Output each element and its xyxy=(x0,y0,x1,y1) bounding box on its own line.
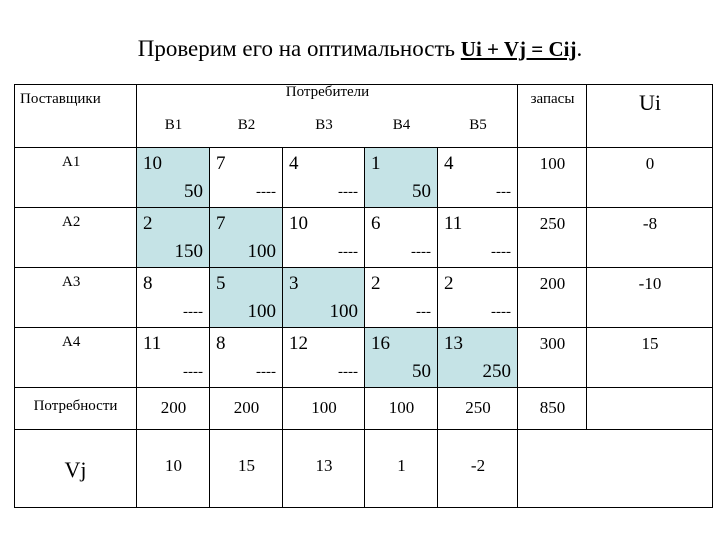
allocation-cell xyxy=(365,328,438,388)
stock-cell xyxy=(518,328,587,388)
demand-cell xyxy=(283,388,365,430)
cell-cost: 10 xyxy=(143,153,162,174)
consumer-header-b1 xyxy=(137,115,210,148)
allocation-cell xyxy=(210,208,283,268)
ui-cell xyxy=(587,268,713,328)
cell-amount: 50 xyxy=(184,181,203,202)
header-consumers xyxy=(137,84,518,115)
allocation-cell xyxy=(283,328,365,388)
cell-cost: 1 xyxy=(371,153,381,174)
allocation-cell xyxy=(365,148,438,208)
cell-cost: 2 xyxy=(371,273,381,294)
consumer-label: B1 xyxy=(164,116,183,133)
cell-amount: 50 xyxy=(412,181,431,202)
allocation-cell xyxy=(210,328,283,388)
header-ui-label: Ui xyxy=(639,90,661,115)
demand-cell xyxy=(438,388,518,430)
cell-cost: 2 xyxy=(143,213,153,234)
header-suppliers-label: Поставщики xyxy=(20,91,101,107)
supplier-label: A1 xyxy=(62,154,81,170)
ui-cell xyxy=(587,328,713,388)
cell-amount: 100 xyxy=(329,301,358,322)
cell-cost: 3 xyxy=(289,273,299,294)
consumer-label: B5 xyxy=(469,116,487,133)
cell-cost: 4 xyxy=(289,153,299,174)
consumer-header-b3 xyxy=(283,115,365,148)
header-stock xyxy=(518,84,587,148)
title-equation: Ui + Vj = Cij xyxy=(460,37,577,61)
stock-cell xyxy=(518,208,587,268)
total-cell xyxy=(518,388,587,430)
cell-cost: 2 xyxy=(444,273,454,294)
stock-value: 100 xyxy=(539,154,566,173)
cell-cost: 11 xyxy=(444,213,463,234)
vj-value: 15 xyxy=(238,456,255,475)
supplier-a3 xyxy=(14,268,137,328)
cell-amount: ---- xyxy=(256,184,276,200)
supplier-label: A3 xyxy=(62,274,81,290)
cell-amount: ---- xyxy=(183,304,203,320)
cell-amount: ---- xyxy=(338,244,358,260)
ui-value: 15 xyxy=(641,334,659,353)
consumer-label: B3 xyxy=(315,116,333,133)
supplier-label: A4 xyxy=(62,334,81,350)
demand-cell xyxy=(365,388,438,430)
cell-cost: 16 xyxy=(371,333,390,354)
demand-value: 100 xyxy=(311,398,337,417)
title-text: Проверим его на оптимальность xyxy=(137,36,461,61)
demand-label: Потребности xyxy=(33,398,118,414)
allocation-cell xyxy=(210,268,283,328)
header-ui xyxy=(587,84,713,148)
supplier-label: A2 xyxy=(62,214,81,230)
cell-amount: 250 xyxy=(482,361,511,382)
cell-amount: ---- xyxy=(491,244,511,260)
ui-value: 0 xyxy=(645,154,655,173)
cell-amount: ---- xyxy=(183,364,203,380)
consumer-header-b2 xyxy=(210,115,283,148)
title-period: . xyxy=(576,36,583,61)
cell-cost: 7 xyxy=(216,213,226,234)
supplier-a2 xyxy=(14,208,137,268)
cell-amount: ---- xyxy=(491,304,511,320)
demand-label-cell xyxy=(14,388,137,430)
cell-amount: 100 xyxy=(247,241,276,262)
cell-cost: 5 xyxy=(216,273,226,294)
vj-value: 13 xyxy=(315,456,333,475)
allocation-cell xyxy=(283,208,365,268)
cell-amount: --- xyxy=(416,304,431,320)
demand-cell xyxy=(137,388,210,430)
vj-value: 1 xyxy=(397,456,406,475)
allocation-cell xyxy=(137,148,210,208)
vj-label-cell xyxy=(14,430,137,508)
vj-cell xyxy=(365,430,438,508)
vj-cell xyxy=(210,430,283,508)
cell-cost: 13 xyxy=(444,333,463,354)
vj-value: 10 xyxy=(165,456,182,475)
consumer-label: B2 xyxy=(237,116,256,133)
consumer-label: B4 xyxy=(392,116,411,133)
stock-value: 300 xyxy=(539,334,566,353)
header-stock-label: запасы xyxy=(530,91,575,107)
empty-cell xyxy=(587,388,713,430)
allocation-cell xyxy=(365,208,438,268)
cell-amount: 50 xyxy=(412,361,431,382)
consumer-header-b5 xyxy=(438,115,518,148)
cell-amount: ---- xyxy=(338,184,358,200)
allocation-cell xyxy=(137,268,210,328)
demand-value: 250 xyxy=(465,398,491,417)
allocation-cell xyxy=(137,208,210,268)
cell-cost: 8 xyxy=(143,273,153,294)
demand-value: 200 xyxy=(233,398,260,417)
header-consumers-label: Потребители xyxy=(285,83,370,100)
cell-cost: 8 xyxy=(216,333,226,354)
cell-cost: 6 xyxy=(371,213,381,234)
consumer-header-b4 xyxy=(365,115,438,148)
ui-value: -8 xyxy=(642,214,658,233)
cell-cost: 11 xyxy=(143,333,162,354)
ui-value: -10 xyxy=(638,274,662,293)
vj-cell xyxy=(137,430,210,508)
header-suppliers xyxy=(14,84,137,148)
stock-value: 200 xyxy=(539,274,566,293)
cell-cost: 7 xyxy=(216,153,226,174)
allocation-cell xyxy=(438,328,518,388)
stock-value: 250 xyxy=(539,214,566,233)
vj-cell xyxy=(438,430,518,508)
demand-value: 200 xyxy=(160,398,187,417)
cell-amount: --- xyxy=(496,184,511,200)
cell-amount: ---- xyxy=(411,244,431,260)
allocation-cell xyxy=(283,268,365,328)
vj-cell xyxy=(283,430,365,508)
cell-amount: 150 xyxy=(174,241,203,262)
empty-cell xyxy=(518,430,713,508)
vj-value: -2 xyxy=(470,456,486,475)
cell-amount: 100 xyxy=(247,301,276,322)
allocation-cell xyxy=(283,148,365,208)
total-value: 850 xyxy=(539,398,566,417)
cell-amount: ---- xyxy=(256,364,276,380)
cell-cost: 12 xyxy=(289,333,308,354)
vj-label: Vj xyxy=(64,457,87,482)
supplier-a1 xyxy=(14,148,137,208)
demand-value: 100 xyxy=(388,398,415,417)
allocation-cell xyxy=(438,268,518,328)
cell-amount: ---- xyxy=(338,364,358,380)
stock-cell xyxy=(518,148,587,208)
allocation-cell xyxy=(365,268,438,328)
cell-cost: 10 xyxy=(289,213,308,234)
allocation-cell xyxy=(438,208,518,268)
ui-cell xyxy=(587,148,713,208)
cell-cost: 4 xyxy=(444,153,454,174)
allocation-cell xyxy=(137,328,210,388)
supplier-a4 xyxy=(14,328,137,388)
demand-cell xyxy=(210,388,283,430)
stock-cell xyxy=(518,268,587,328)
allocation-cell xyxy=(438,148,518,208)
ui-cell xyxy=(587,208,713,268)
allocation-cell xyxy=(210,148,283,208)
